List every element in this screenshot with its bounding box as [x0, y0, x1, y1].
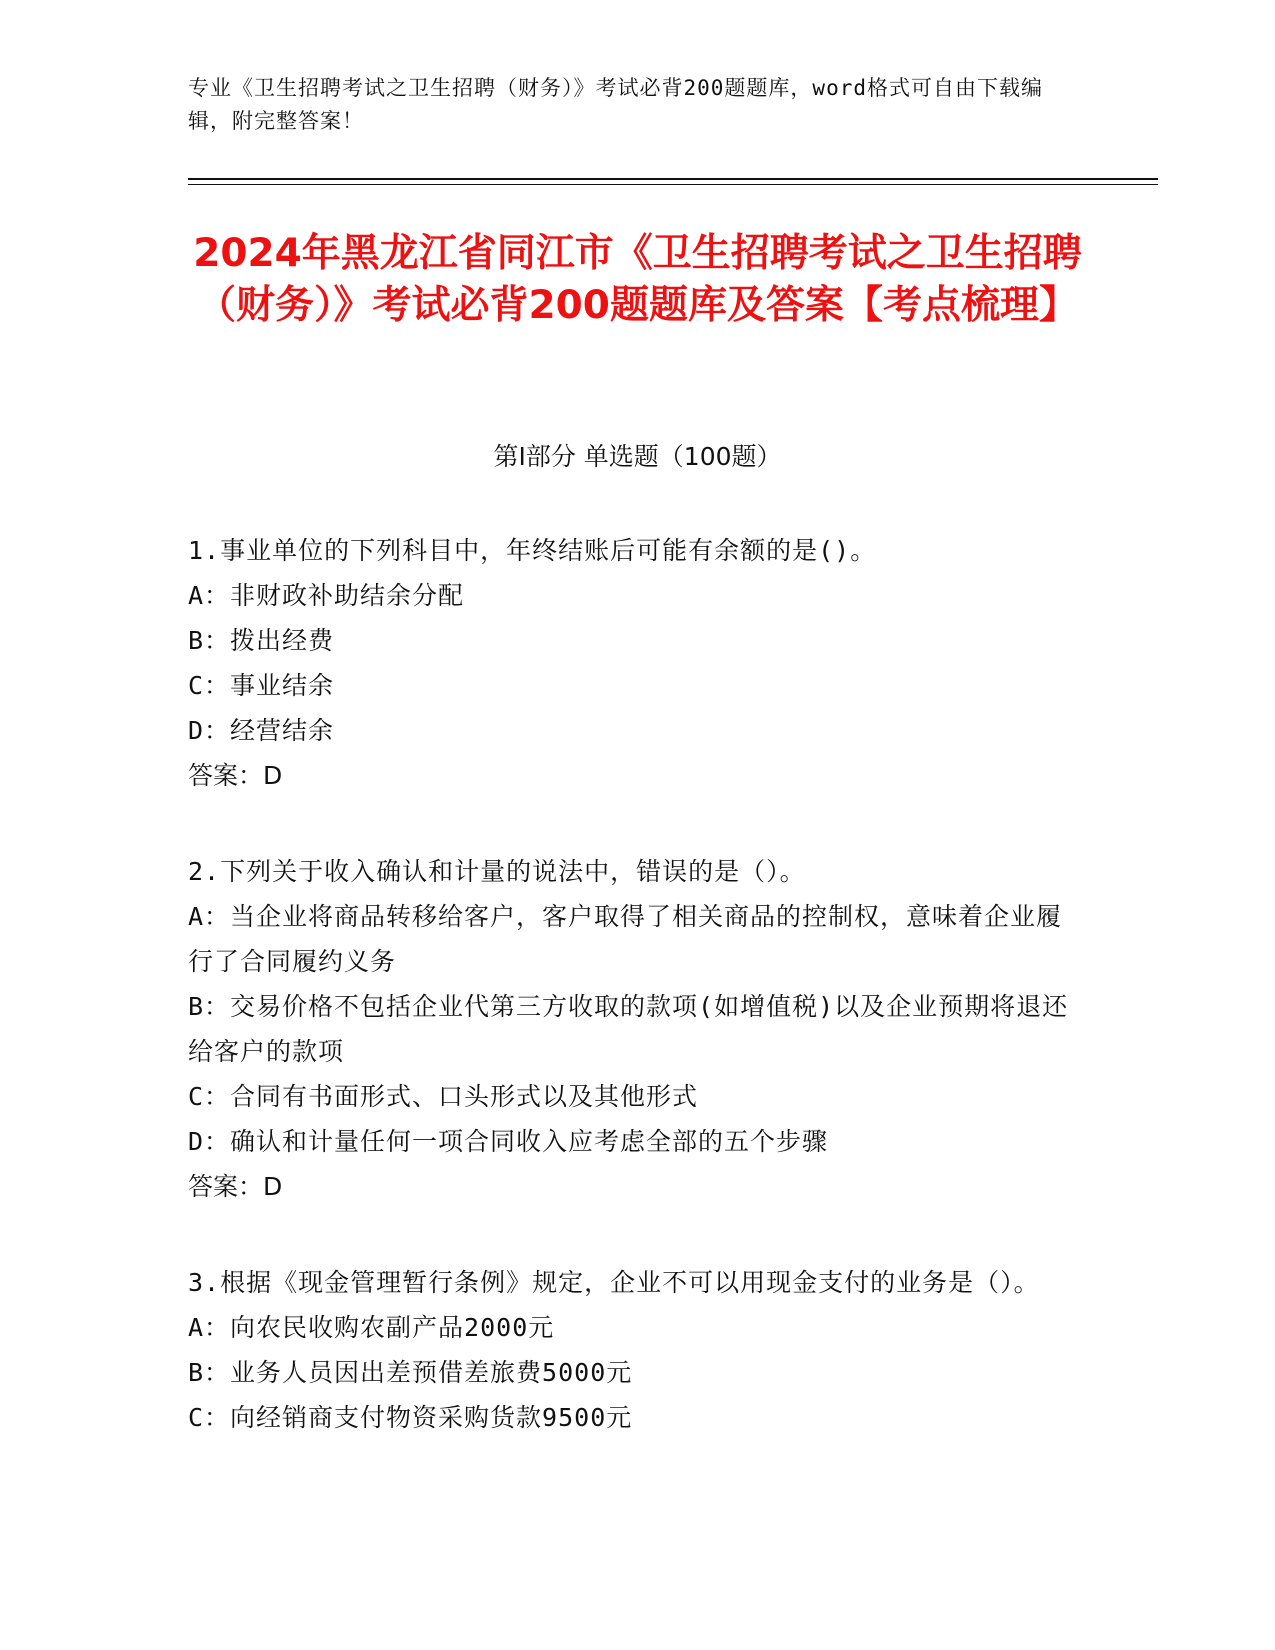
- option-a: A：非财政补助结余分配: [188, 581, 465, 610]
- header-rule-thin: [188, 184, 1158, 185]
- option-c: C：事业结余: [188, 671, 335, 700]
- option-a: A：当企业将商品转移给客户，客户取得了相关商品的控制权，意味着企业履行了合同履约义务: [188, 902, 1063, 976]
- option-c: C：合同有书面形式、口头形式以及其他形式: [188, 1082, 699, 1111]
- document-title: 2024年黑龙江省同江市《卫生招聘考试之卫生招聘（财务）》考试必背200题题库及答案【考点梳理】: [193, 231, 1082, 328]
- section-title: 第Ⅰ部分 单选题（100题）: [493, 442, 782, 471]
- question-stem: 3.根据《现金管理暂行条例》规定，企业不可以用现金支付的业务是（）。: [188, 1268, 1040, 1297]
- question-2: [188, 849, 1088, 1209]
- question-stem: 2.下列关于收入确认和计量的说法中，错误的是（）。: [188, 857, 806, 886]
- option-b: B：拨出经费: [188, 626, 335, 655]
- header-note: 专业《卫生招聘考试之卫生招聘（财务）》考试必背200题题库，word格式可自由下载编辑，附完整答案！: [188, 76, 1043, 133]
- option-b: B：交易价格不包括企业代第三方收取的款项(如增值税)以及企业预期将退还给客户的款项: [188, 992, 1069, 1066]
- question-3: [188, 1260, 1088, 1440]
- question-stem: 1.事业单位的下列科目中，年终结账后可能有余额的是()。: [188, 536, 877, 565]
- answer: 答案：D: [188, 1172, 283, 1201]
- option-d: D：经营结余: [188, 716, 335, 745]
- option-d: D：确认和计量任何一项合同收入应考虑全部的五个步骤: [188, 1127, 829, 1156]
- question-list: [188, 528, 1088, 1491]
- question-1: [188, 528, 1088, 798]
- header-rule-thick: [188, 178, 1158, 180]
- answer: 答案：D: [188, 761, 283, 790]
- option-c: C：向经销商支付物资采购货款9500元: [188, 1403, 633, 1432]
- option-a: A：向农民收购农副产品2000元: [188, 1313, 555, 1342]
- option-b: B：业务人员因出差预借差旅费5000元: [188, 1358, 633, 1387]
